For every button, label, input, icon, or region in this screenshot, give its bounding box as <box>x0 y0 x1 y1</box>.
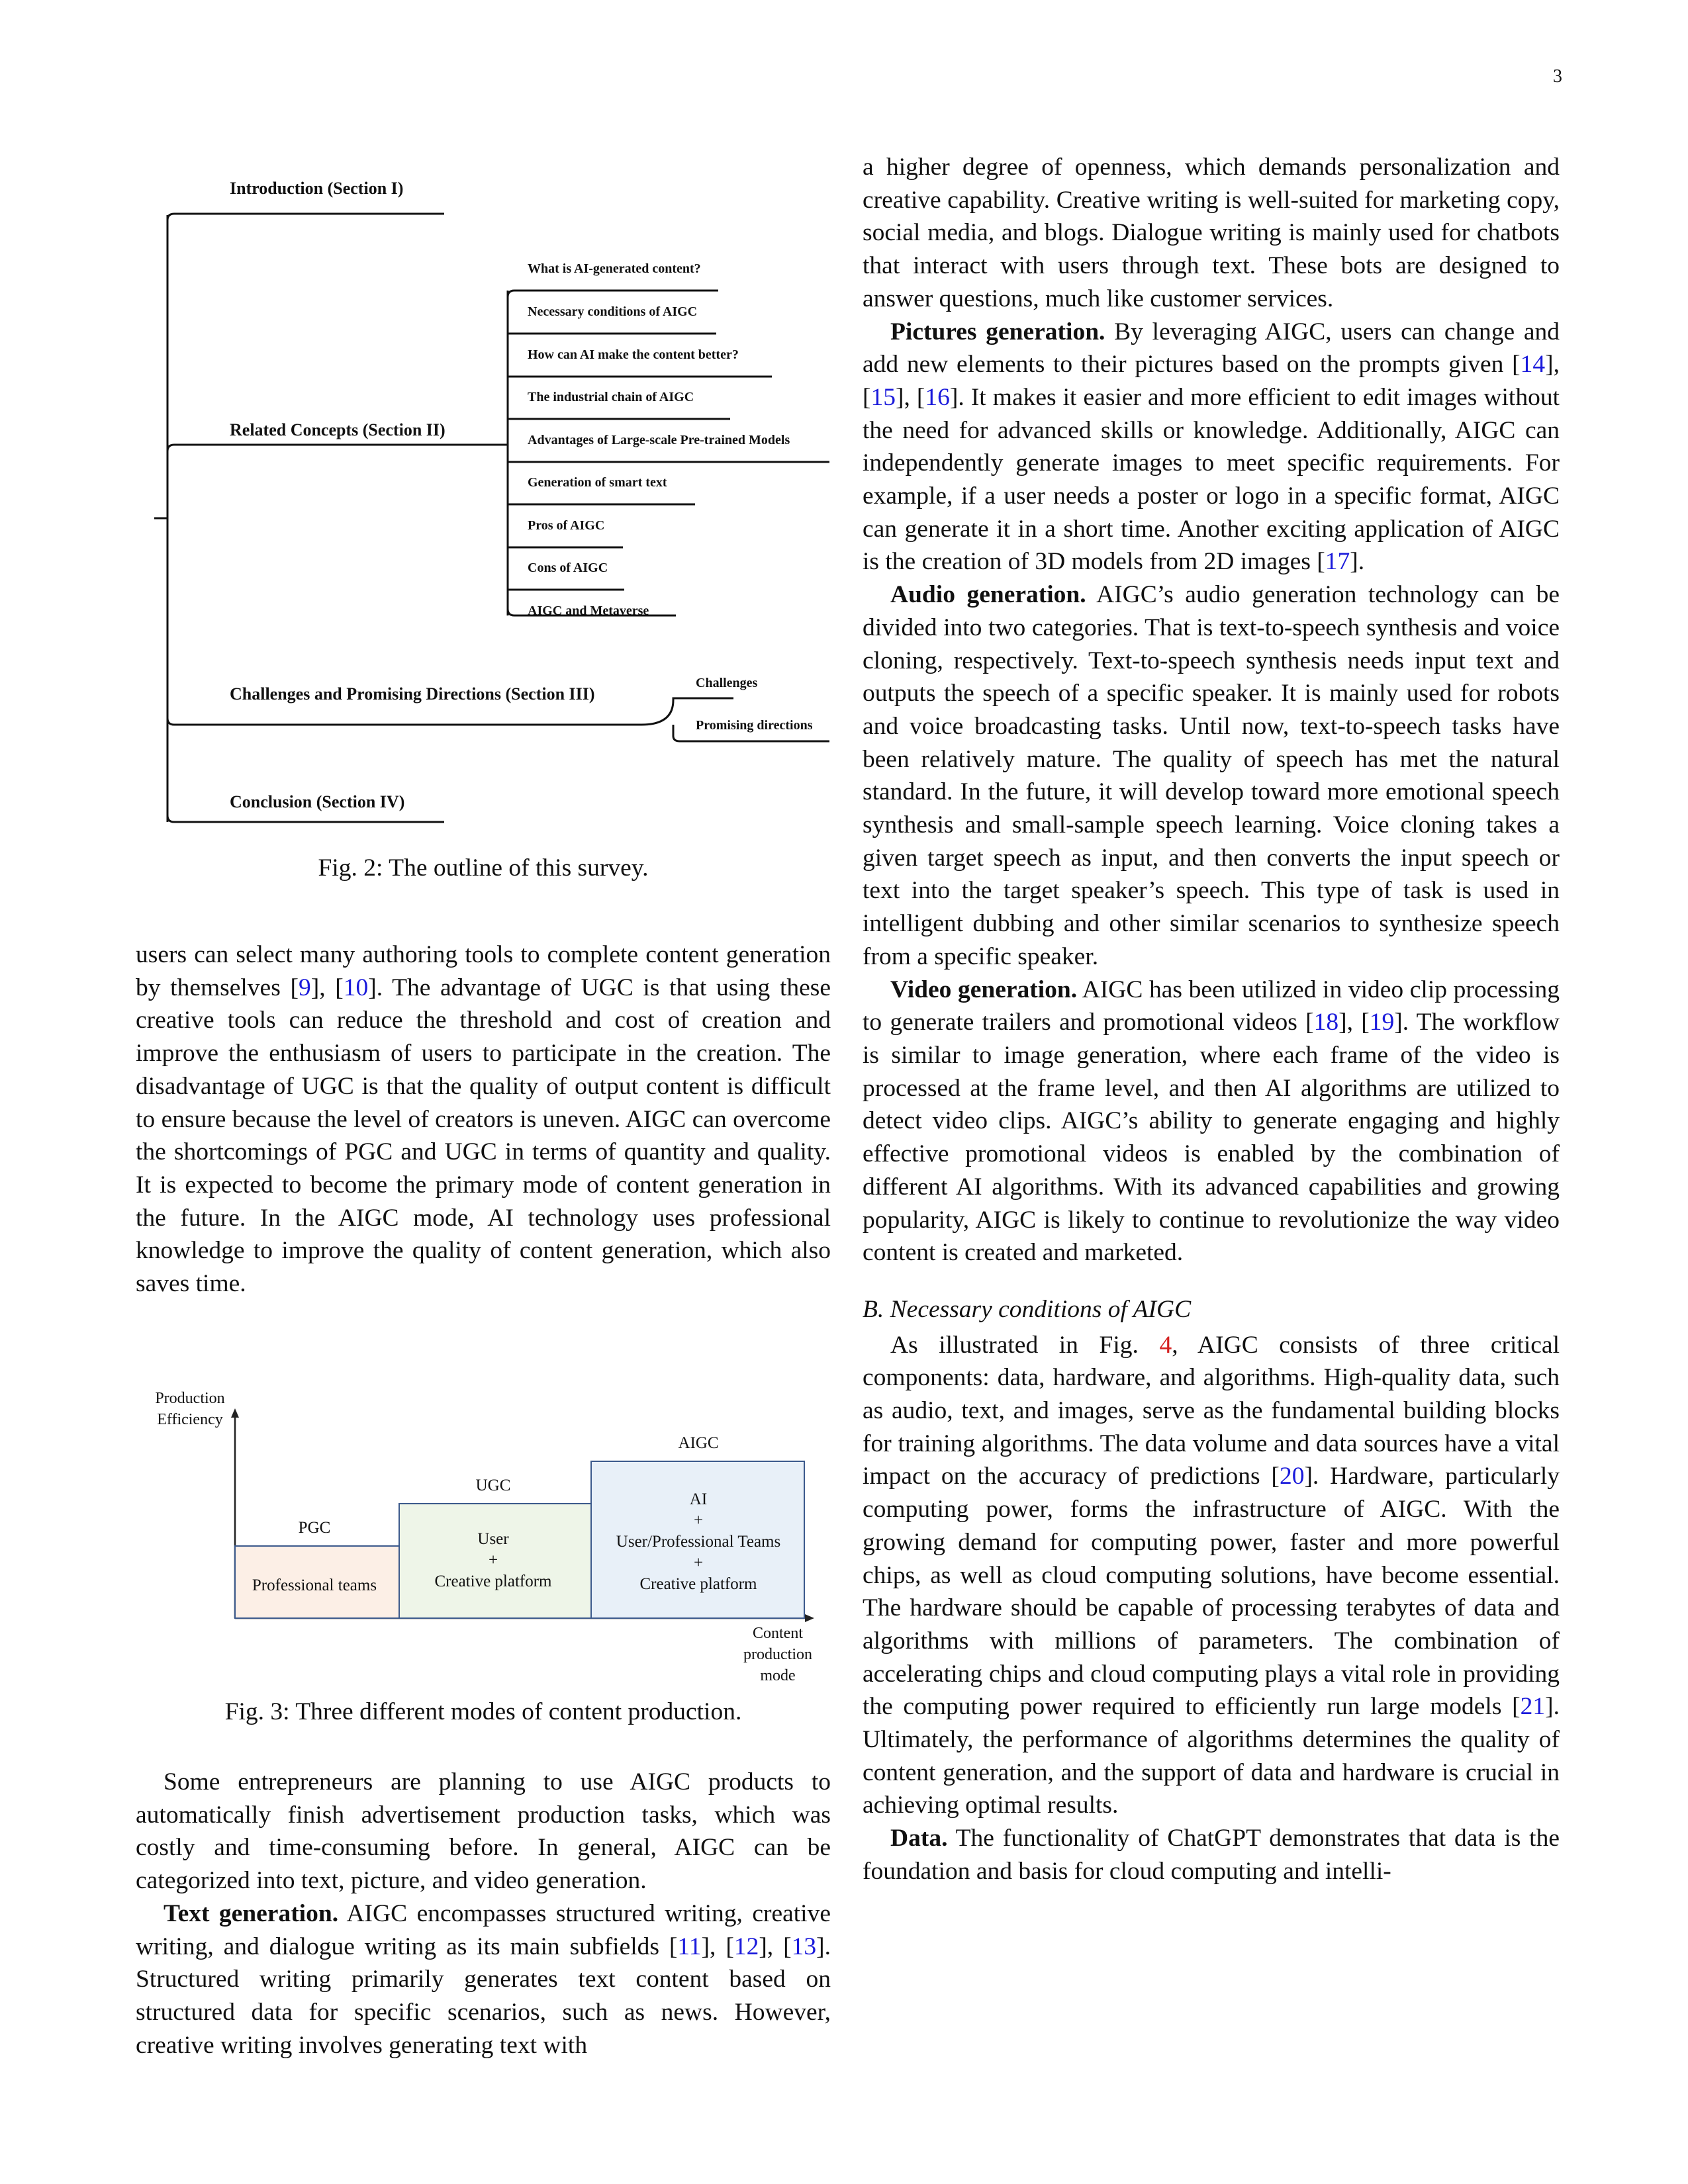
citation-link[interactable]: 11 <box>677 1933 702 1960</box>
x-axis-label: mode <box>760 1667 796 1681</box>
outline-tree <box>136 159 831 841</box>
citation-link[interactable]: 13 <box>791 1933 817 1960</box>
figure-ref-link[interactable]: 4 <box>1159 1331 1172 1359</box>
paragraph: a higher degree of openness, which demands personalization and creative capability. Creative writing is well-suited for marketing copy, social media, and blogs. Dialogue writing is mainly used for chatbots that interact with users through text. These bots are designed to answer questions, much like customer services. <box>863 154 1560 312</box>
paragraph: Pictures generation. By leveraging AIGC, users can change and add new elements to their pictures based on the prompts given [14], [15], [16]. It makes it easier and more efficient to edit images without the need for advanced skills or knowledge. Additionally, AIGC can independently generate images to meet specific requirements. For example, if a user needs a poster or logo in a specific format, AIGC can generate it in a short time. Another exciting application of AIGC is the creation of 3D models from 2D images [17]. <box>863 318 1560 576</box>
citation-link[interactable]: 9 <box>298 974 311 1001</box>
related-item: How can AI make the content better? <box>528 347 739 362</box>
run-in-heading: Video generation. <box>890 976 1078 1003</box>
run-in-heading: Pictures generation. <box>890 318 1105 345</box>
mode-line: Creative platform <box>434 1572 552 1590</box>
citation-link[interactable]: 15 <box>870 383 896 411</box>
y-axis-arrow <box>231 1408 239 1418</box>
citation-link[interactable]: 17 <box>1325 548 1350 576</box>
challenge-item: Challenges <box>696 676 758 690</box>
citation-link[interactable]: 21 <box>1520 1693 1546 1721</box>
paragraph: Text generation. AIGC encompasses structured writing, creative writing, and dialogue writing as its main subfields [11], [12], [13]. Structured writing primarily generates text content based on structured data for specific scenarios, such as news. However, creative writing involves generating text with <box>136 1899 831 2059</box>
citation-link[interactable]: 18 <box>1313 1009 1339 1036</box>
mode-line: + <box>693 1512 704 1529</box>
mode-line: AI <box>689 1490 708 1508</box>
citation-link[interactable]: 20 <box>1279 1463 1305 1490</box>
related-item: Generation of smart text <box>528 475 667 490</box>
section-heading: B. Necessary conditions of AIGC <box>863 1295 1192 1323</box>
citation-link[interactable]: 19 <box>1369 1009 1395 1036</box>
related-item: What is AI-generated content? <box>528 261 701 276</box>
run-in-heading: Audio generation. <box>890 581 1086 609</box>
related-item: AIGC and Metaverse <box>528 604 649 618</box>
citation-link[interactable]: 10 <box>343 974 369 1001</box>
x-axis-label: Content <box>753 1625 803 1642</box>
mode-name-aigc: AIGC <box>678 1434 719 1452</box>
related-item: Necessary conditions of AIGC <box>528 304 698 319</box>
mode-line: Creative platform <box>639 1575 757 1593</box>
paragraph: users can select many authoring tools to complete content generation by themselves [9], [10]. The advantage of UGC is that using these creative tools can reduce the threshold and cost of creation and improve the enthusiasm of users to participate in the creation. The disadvantage of UGC is that the quality of output content is difficult to ensure because the level of creators is uneven. AIGC can overcome the shortcomings of PGC and UGC in terms of quantity and quality. It is expected to become the primary mode of content generation in the future. In the AIGC mode, AI technology uses professional knowledge to improve the quality of content generation, which also saves time. <box>136 941 831 1298</box>
figure-3-caption: Fig. 3: Three different modes of content production. <box>224 1698 742 1725</box>
citation-link[interactable]: 12 <box>733 1933 759 1960</box>
mode-line: + <box>488 1551 498 1569</box>
page-number: 3 <box>1553 66 1562 87</box>
branch-challenges <box>167 718 641 725</box>
figure-2-caption: Fig. 2: The outline of this survey. <box>318 854 649 882</box>
mode-line: User/Professional Teams <box>616 1533 781 1551</box>
branch-conclusion <box>167 815 444 822</box>
y-axis-label: Production <box>155 1390 225 1407</box>
branch-intro <box>167 214 444 220</box>
related-item: Advantages of Large-scale Pre-trained Models <box>528 433 790 447</box>
paragraph: As illustrated in Fig. 4, AIGC consists of three critical components: data, hardware, and algorithms. High-quality data, such as audio, text, and images, serve as the fundamental building blocks for training algorithms. The data volume and data sources have a vital impact on the accuracy of predictions [20]. Hardware, particularly computing power, forms the infrastructure of AIGC. With the growing demand for computing power, faster and more powerful chips, as well as cloud computing solutions, have become essential. The hardware should be capable of processing terabytes of data and algorithms with millions of parameters. The combination of accelerating chips and cloud computing plays a vital role in providing the computing power required to efficiently run large models [21]. Ultimately, the performance of algorithms determines the quality of content generation, and the support of data and hardware is crucial in achieving optimal results. <box>863 1331 1560 1819</box>
section-related-label: Related Concepts (Section II) <box>230 420 445 439</box>
right-column <box>863 151 1560 1888</box>
section-challenges-label: Challenges and Promising Directions (Section III) <box>230 684 595 704</box>
mode-line: User <box>477 1530 509 1548</box>
x-axis-label: production <box>743 1646 812 1663</box>
related-item: Pros of AIGC <box>528 518 605 533</box>
challenge-item: Promising directions <box>696 718 813 733</box>
modes-diagram <box>136 1383 831 1681</box>
run-in-heading: Data. <box>890 1825 948 1852</box>
x-axis-arrow <box>805 1614 814 1622</box>
y-axis-label: Efficiency <box>157 1411 223 1428</box>
section-intro-label: Introduction (Section I) <box>230 179 404 198</box>
paragraph: Video generation. AIGC has been utilized in video clip processing to generate trailers and promotional videos [18], [19]. The workflow is similar to image generation, where each frame of the video is processed at the frame level, and then AI algorithms are utilized to detect video clips. AIGC’s ability to generate engaging and highly effective promotional videos is enabled by the combination of different AI algorithms. With its advanced capabilities and growing popularity, AIGC is likely to continue to revolutionize the way video content is created and marketed. <box>863 976 1560 1267</box>
run-in-heading: Text generation. <box>164 1899 339 1927</box>
citation-link[interactable]: 16 <box>925 383 950 411</box>
branch-related <box>167 445 479 451</box>
related-item: Cons of AIGC <box>528 561 608 575</box>
paragraph: Some entrepreneurs are planning to use AIGC products to automatically finish advertisement production tasks, which was costly and time-consuming before. In general, AIGC can be categorized into text, picture, and video generation. <box>136 1768 831 1895</box>
mode-line: Professional teams <box>252 1576 377 1594</box>
paragraph: Data. The functionality of ChatGPT demonstrates that data is the foundation and basis for cloud computing and intelli- <box>863 1825 1560 1885</box>
paragraph: Audio generation. AIGC’s audio generation technology can be divided into two categories. That is text-to-speech synthesis and voice cloning, respectively. Text-to-speech synthesis needs input text and outputs the speech of a specific speaker. It is mainly used for robots and voice broadcasting tasks. Until now, text-to-speech tasks have been relatively mature. The quality of speech has met the natural standard. In the future, it will develop toward more emotional speech synthesis and small-sample speech learning. Voice cloning takes a given target speech as input, and then converts the input speech or text into the target speaker’s speech. This type of task is used in intelligent dubbing and other similar scenarios to synthesize speech from a specific speaker. <box>863 581 1560 970</box>
citation-link[interactable]: 14 <box>1520 351 1546 379</box>
mode-name-pgc: PGC <box>298 1519 331 1537</box>
left-column <box>136 938 831 1300</box>
mode-line: + <box>693 1554 704 1572</box>
mode-name-ugc: UGC <box>475 1477 511 1494</box>
left-column-lower <box>136 1766 831 2062</box>
related-item: The industrial chain of AIGC <box>528 390 694 404</box>
section-conclusion-label: Conclusion (Section IV) <box>230 792 405 811</box>
figure-production-modes <box>136 1383 831 1681</box>
figure-outline <box>136 159 831 841</box>
